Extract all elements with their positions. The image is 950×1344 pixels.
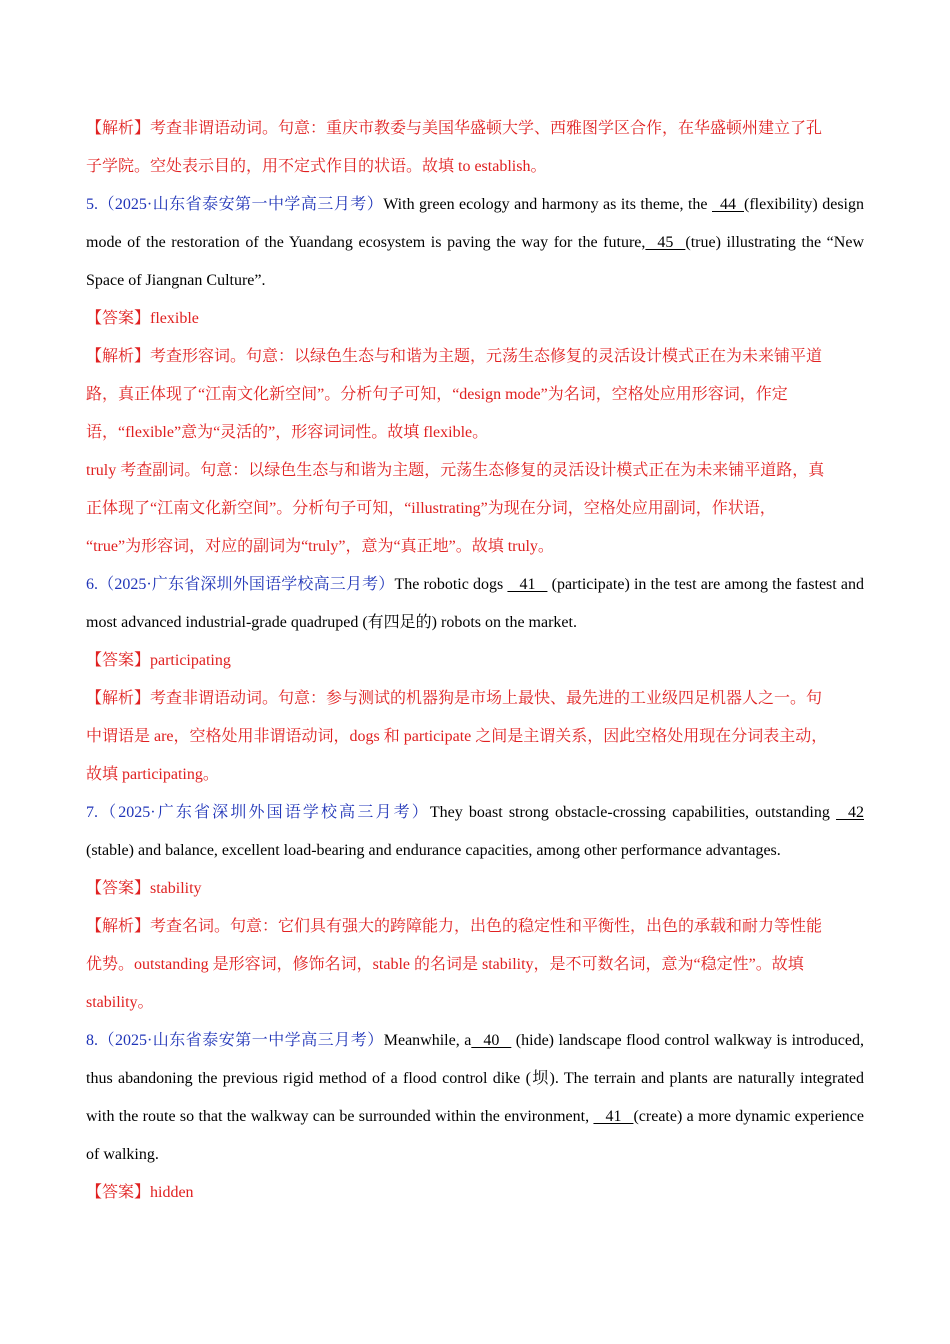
analysis-line: 正体现了“江南文化新空间”。分析句子可知，“illustrating”为现在分词，空格处应用副词，作状语， — [86, 500, 776, 517]
analysis-line: truly 考查副词。句意：以绿色生态与和谐为主题，元荡生态修复的灵活设计模式正在为未来铺平道路，真 — [86, 462, 825, 479]
answer-line: 【答案】participating — [86, 652, 231, 669]
question-text — [86, 794, 864, 870]
blank-45: 45 — [645, 234, 686, 251]
question-number: 8. — [86, 1032, 98, 1049]
blank-42: 42 — [836, 804, 864, 821]
answer-line: 【答案】stability — [86, 880, 202, 897]
analysis-line: 中谓语是 are，空格处用非谓语动词，dogs 和 participate 之间是主谓关系，因此空格处用现在分词表主动， — [86, 728, 828, 745]
question-source: （2025·山东省泰安第一中学高三月考） — [98, 1032, 384, 1049]
question-text-part: (participate) in the test are among the fastest and most advanced industrial-grade quadruped (有四足的) robots on the market. — [86, 576, 864, 631]
analysis-block-q4 — [86, 110, 864, 186]
analysis-line: 故填 participating。 — [86, 766, 219, 783]
analysis-line: 【解析】考查非谓语动词。句意：参与测试的机器狗是市场上最快、最先进的工业级四足机器人之一。句 — [86, 690, 823, 707]
answer-line: 【答案】flexible — [86, 310, 199, 327]
question-number: 5. — [86, 196, 98, 213]
question-text-part: The robotic dogs — [394, 576, 508, 593]
question-block-7 — [86, 794, 864, 1022]
blank-41: 41 — [593, 1108, 634, 1125]
blank-44: 44 — [712, 196, 744, 213]
analysis-line: 语，“flexible”意为“灵活的”，形容词词性。故填 flexible。 — [86, 424, 489, 441]
question-source: （2025·广东省深圳外国语学校高三月考） — [98, 576, 395, 593]
question-block-5 — [86, 186, 864, 566]
question-text — [86, 566, 864, 642]
question-text-part: (stable) and balance, excellent load-bearing and endurance capacities, among other performance advantages. — [86, 842, 781, 859]
question-text-part: (create) a more dynamic experience of walking. — [86, 1108, 865, 1163]
document-page — [86, 110, 864, 1212]
question-text-part: With green ecology and harmony as its theme, the — [383, 196, 712, 213]
question-block-6 — [86, 566, 864, 794]
question-text-part: (hide) landscape flood control walkway is introduced, thus abandoning the previous rigid method of a flood control dike (坝). The terrain and plants are naturally integrated with the route so that the walkway can be surrounded within the environment, — [86, 1032, 864, 1125]
answer-line: 【答案】hidden — [86, 1184, 194, 1201]
question-block-8 — [86, 1022, 864, 1212]
question-text — [86, 1022, 864, 1174]
question-text-part: Meanwhile, a — [383, 1032, 472, 1049]
analysis-line: 【解析】考查非谓语动词。句意：重庆市教委与美国华盛顿大学、西雅图学区合作，在华盛顿州建立了孔 — [86, 120, 823, 137]
analysis-line: 路，真正体现了“江南文化新空间”。分析句子可知，“design mode”为名词，空格处应用形容词，作定 — [86, 386, 788, 403]
analysis-line: 优势。outstanding 是形容词，修饰名词，stable 的名词是 stability，是不可数名词，意为“稳定性”。故填 — [86, 956, 804, 973]
question-source: （2025·山东省泰安第一中学高三月考） — [98, 196, 384, 213]
analysis-line: stability。 — [86, 994, 154, 1011]
blank-40: 40 — [471, 1032, 512, 1049]
question-text-part: They boast strong obstacle-crossing capabilities, outstanding — [429, 804, 836, 821]
question-source: （2025·广东省深圳外国语学校高三月考） — [98, 804, 430, 821]
analysis-line: 子学院。空处表示目的，用不定式作目的状语。故填 to establish。 — [86, 158, 547, 175]
analysis-line: 【解析】考查名词。句意：它们具有强大的跨障能力，出色的稳定性和平衡性，出色的承载和耐力等性能 — [86, 918, 823, 935]
analysis-line: 【解析】考查形容词。句意：以绿色生态与和谐为主题，元荡生态修复的灵活设计模式正在为未来铺平道 — [86, 348, 823, 365]
question-text — [86, 186, 864, 300]
question-text-part: (true) illustrating the “New Space of Jiangnan Culture”. — [86, 234, 864, 289]
question-number: 6. — [86, 576, 98, 593]
blank-41: 41 — [507, 576, 548, 593]
question-number: 7. — [86, 804, 98, 821]
analysis-line: “true”为形容词，对应的副词为“truly”，意为“真正地”。故填 truly。 — [86, 538, 554, 555]
question-text-part: (flexibility) design mode of the restoration of the Yuandang ecosystem is paving the way for the future, — [86, 196, 864, 251]
